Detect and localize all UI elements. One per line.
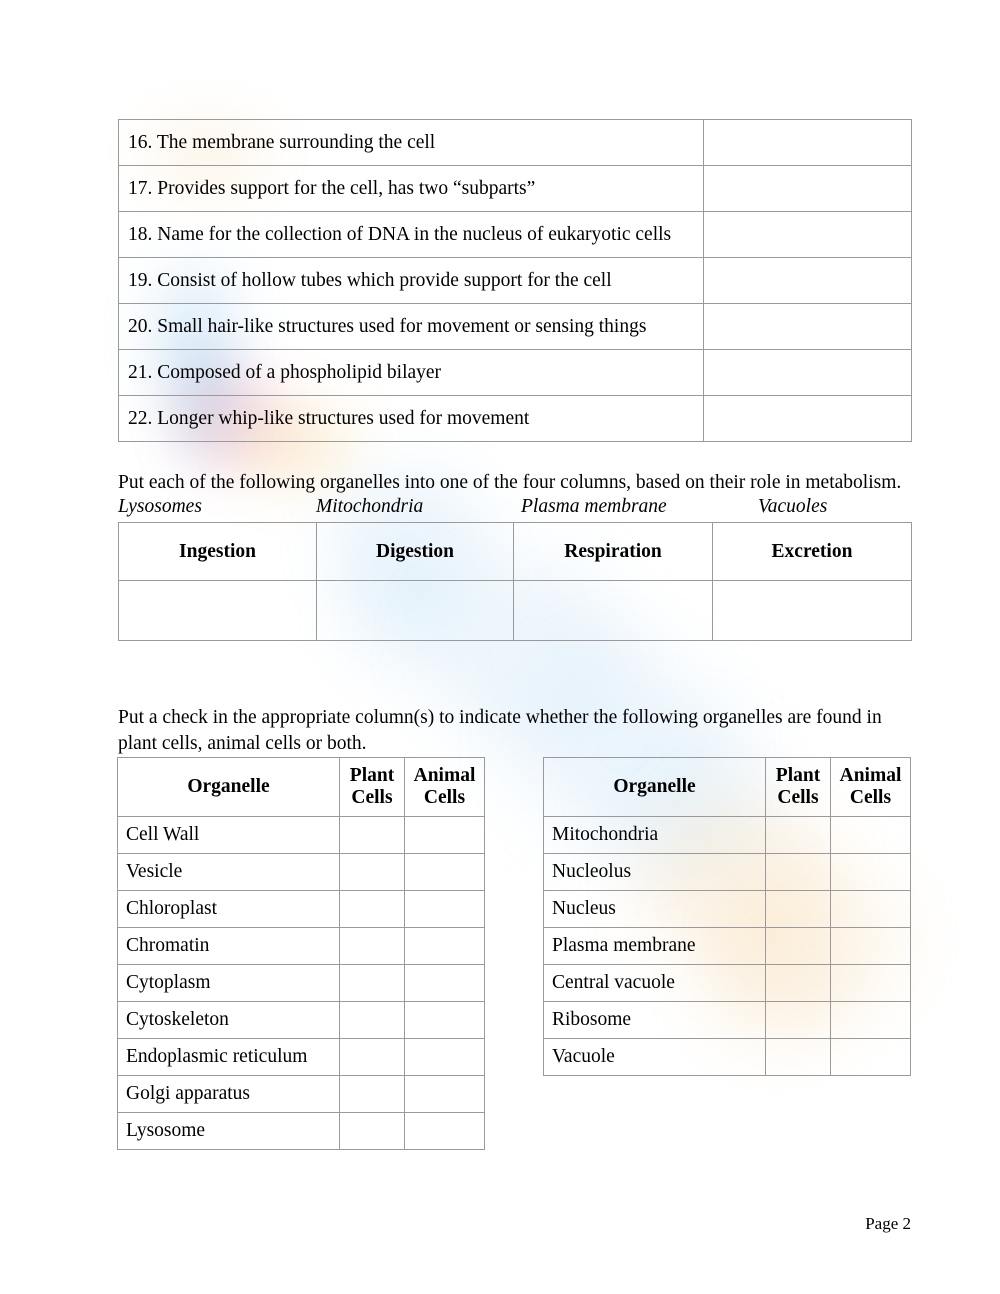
column-header-animal-cells: Animal Cells [405, 758, 485, 817]
plant-check-cell[interactable] [340, 965, 405, 1002]
metabolism-answer-cell[interactable] [514, 581, 713, 641]
organelle-table-left-head [118, 758, 485, 817]
plant-check-cell[interactable] [340, 1076, 405, 1113]
organelle-name: Cell Wall [118, 817, 340, 854]
animal-check-cell[interactable] [405, 928, 485, 965]
definition-prompt: 17. Provides support for the cell, has two “subparts” [119, 166, 704, 212]
plant-check-cell[interactable] [766, 1002, 831, 1039]
column-header-ingestion: Ingestion [119, 523, 317, 581]
plant-check-cell[interactable] [766, 854, 831, 891]
definition-answer-cell[interactable] [704, 120, 912, 166]
table-row [544, 1039, 911, 1076]
definition-answer-cell[interactable] [704, 166, 912, 212]
metabolism-answer-cell[interactable] [713, 581, 912, 641]
organelle-name: Chloroplast [118, 891, 340, 928]
animal-check-cell[interactable] [405, 854, 485, 891]
definition-prompt: 16. The membrane surrounding the cell [119, 120, 704, 166]
table-row [118, 817, 485, 854]
table-row [544, 1002, 911, 1039]
word-bank-item: Plasma membrane [521, 496, 667, 517]
definition-answer-cell[interactable] [704, 350, 912, 396]
table-row [118, 1113, 485, 1150]
animal-check-cell[interactable] [405, 1039, 485, 1076]
column-header-organelle: Organelle [544, 758, 766, 817]
organelle-name: Golgi apparatus [118, 1076, 340, 1113]
plant-check-cell[interactable] [340, 1039, 405, 1076]
animal-check-cell[interactable] [831, 1039, 911, 1076]
table-row [544, 891, 911, 928]
table-row [118, 965, 485, 1002]
definition-prompt: 19. Consist of hollow tubes which provide support for the cell [119, 258, 704, 304]
plant-check-cell[interactable] [340, 1002, 405, 1039]
table-row [118, 1002, 485, 1039]
column-header-animal-cells: Animal Cells [831, 758, 911, 817]
definitions-table [118, 119, 912, 442]
organelle-name: Ribosome [544, 1002, 766, 1039]
table-row [119, 258, 912, 304]
definition-prompt: 18. Name for the collection of DNA in the nucleus of eukaryotic cells [119, 212, 704, 258]
organelle-name: Nucleolus [544, 854, 766, 891]
word-bank-item: Lysosomes [118, 496, 202, 517]
column-header-excretion: Excretion [713, 523, 912, 581]
column-header-organelle: Organelle [118, 758, 340, 817]
definition-answer-cell[interactable] [704, 396, 912, 442]
table-header-row [118, 758, 485, 817]
animal-check-cell[interactable] [831, 965, 911, 1002]
metabolism-table-head [119, 523, 912, 581]
organelle-table-right-head [544, 758, 911, 817]
table-row [544, 817, 911, 854]
table-row [119, 120, 912, 166]
plant-check-cell[interactable] [340, 817, 405, 854]
table-row [119, 212, 912, 258]
organelle-table-left [117, 757, 485, 1150]
plant-check-cell[interactable] [766, 928, 831, 965]
table-row [118, 1076, 485, 1113]
animal-check-cell[interactable] [405, 817, 485, 854]
plant-check-cell[interactable] [766, 817, 831, 854]
word-bank-item: Vacuoles [758, 496, 828, 517]
table-row [118, 854, 485, 891]
organelle-name: Chromatin [118, 928, 340, 965]
definitions-table-body [119, 120, 912, 442]
table-header-row [544, 758, 911, 817]
plant-check-cell[interactable] [340, 854, 405, 891]
animal-check-cell[interactable] [405, 1113, 485, 1150]
table-row [119, 350, 912, 396]
table-row [118, 891, 485, 928]
organelle-name: Nucleus [544, 891, 766, 928]
definition-answer-cell[interactable] [704, 304, 912, 350]
organelle-table-right [543, 757, 911, 1076]
metabolism-answer-cell[interactable] [119, 581, 317, 641]
plant-check-cell[interactable] [766, 965, 831, 1002]
plant-check-cell[interactable] [340, 928, 405, 965]
organelle-name: Plasma membrane [544, 928, 766, 965]
organelle-table-left-body [118, 817, 485, 1150]
definition-prompt: 20. Small hair-like structures used for movement or sensing things [119, 304, 704, 350]
organelle-table-right-body [544, 817, 911, 1076]
definition-answer-cell[interactable] [704, 258, 912, 304]
plant-check-cell[interactable] [766, 1039, 831, 1076]
table-row [119, 304, 912, 350]
metabolism-table [118, 522, 912, 641]
animal-check-cell[interactable] [405, 965, 485, 1002]
plant-check-cell[interactable] [766, 891, 831, 928]
table-row [544, 928, 911, 965]
word-bank-item: Mitochondria [316, 496, 424, 517]
organelle-name: Central vacuole [544, 965, 766, 1002]
animal-check-cell[interactable] [831, 817, 911, 854]
definition-prompt: 22. Longer whip-like structures used for movement [119, 396, 704, 442]
animal-check-cell[interactable] [405, 1076, 485, 1113]
table-row [118, 1039, 485, 1076]
table-row [119, 581, 912, 641]
definition-answer-cell[interactable] [704, 212, 912, 258]
metabolism-instruction: Put each of the following organelles into one of the four columns, based on their role in metabolism. [118, 472, 902, 493]
animal-check-cell[interactable] [405, 891, 485, 928]
definition-prompt: 21. Composed of a phospholipid bilayer [119, 350, 704, 396]
animal-check-cell[interactable] [831, 854, 911, 891]
table-row [118, 928, 485, 965]
organelle-name: Mitochondria [544, 817, 766, 854]
page-number-footer: Page 2 [865, 1214, 911, 1233]
organelle-name: Lysosome [118, 1113, 340, 1150]
metabolism-answer-cell[interactable] [317, 581, 514, 641]
animal-check-cell[interactable] [405, 1002, 485, 1039]
organelle-name: Endoplasmic reticulum [118, 1039, 340, 1076]
animal-check-cell[interactable] [831, 928, 911, 965]
column-header-plant-cells: Plant Cells [340, 758, 405, 817]
organelle-name: Vesicle [118, 854, 340, 891]
metabolism-table-body [119, 581, 912, 641]
table-row [544, 854, 911, 891]
plant-check-cell[interactable] [340, 891, 405, 928]
column-header-digestion: Digestion [317, 523, 514, 581]
plant-check-cell[interactable] [340, 1113, 405, 1150]
organelle-name: Cytoskeleton [118, 1002, 340, 1039]
column-header-plant-cells: Plant Cells [766, 758, 831, 817]
animal-check-cell[interactable] [831, 1002, 911, 1039]
organelle-name: Cytoplasm [118, 965, 340, 1002]
organelle-name: Vacuole [544, 1039, 766, 1076]
animal-check-cell[interactable] [831, 891, 911, 928]
table-header-row [119, 523, 912, 581]
table-row [119, 396, 912, 442]
check-instruction: Put a check in the appropriate column(s) to indicate whether the following organelles are found in plant cells, animal cells or both. [118, 707, 887, 754]
table-row [119, 166, 912, 212]
column-header-respiration: Respiration [514, 523, 713, 581]
table-row [544, 965, 911, 1002]
